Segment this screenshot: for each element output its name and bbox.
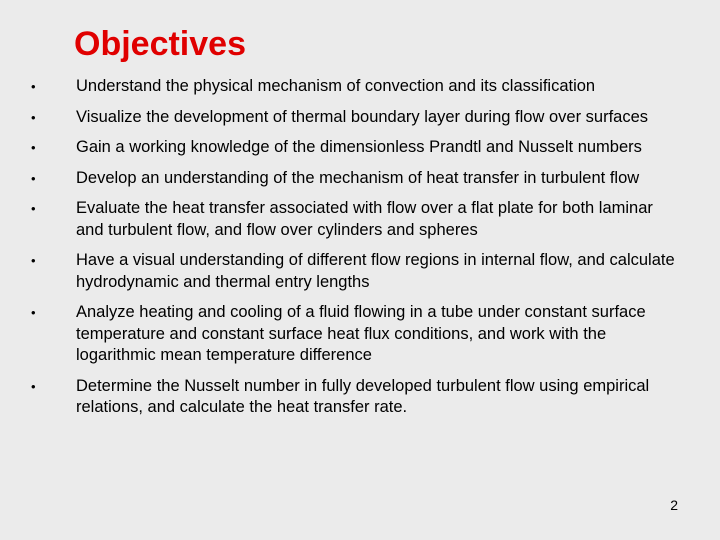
page-number: 2 bbox=[670, 497, 678, 513]
list-item-text: Analyze heating and cooling of a fluid flowing in a tube under constant surface temperature and constant surface heat flux conditions, and work with the logarithmic mean temperature difference bbox=[76, 303, 646, 364]
bullet-icon: • bbox=[31, 305, 36, 320]
bullet-icon: • bbox=[31, 253, 36, 268]
list-item bbox=[0, 137, 720, 159]
bullet-icon: • bbox=[31, 170, 36, 186]
list-item bbox=[0, 107, 720, 129]
list-item bbox=[0, 168, 720, 190]
list-item-text: Evaluate the heat transfer associated with flow over a flat plate for both laminar and turbulent flow, and flow over cylinders and spheres bbox=[76, 199, 653, 239]
bullet-icon: • bbox=[31, 201, 36, 216]
objectives-list bbox=[0, 76, 720, 428]
list-item-text: Develop an understanding of the mechanism of heat transfer in turbulent flow bbox=[76, 168, 640, 187]
list-item-text: Determine the Nusselt number in fully developed turbulent flow using empirical relations, and calculate the heat transfer rate. bbox=[76, 376, 650, 416]
slide-title: Objectives bbox=[74, 25, 246, 63]
list-item-text: Have a visual understanding of different flow regions in internal flow, and calculate hydrodynamic and thermal entry lengths bbox=[76, 251, 675, 291]
bullet-icon: • bbox=[31, 140, 36, 155]
list-item bbox=[0, 250, 720, 293]
list-item bbox=[0, 376, 720, 419]
list-item-text: Understand the physical mechanism of convection and its classification bbox=[76, 77, 596, 95]
list-item bbox=[0, 302, 720, 367]
bullet-icon: • bbox=[31, 79, 36, 94]
list-item bbox=[0, 76, 720, 98]
list-item-text: Gain a working knowledge of the dimensionless Prandtl and Nusselt numbers bbox=[76, 138, 642, 156]
bullet-icon: • bbox=[31, 378, 36, 394]
list-item bbox=[0, 198, 720, 241]
list-item-text: Visualize the development of thermal boundary layer during flow over surfaces bbox=[76, 107, 649, 126]
bullet-icon: • bbox=[31, 109, 36, 125]
